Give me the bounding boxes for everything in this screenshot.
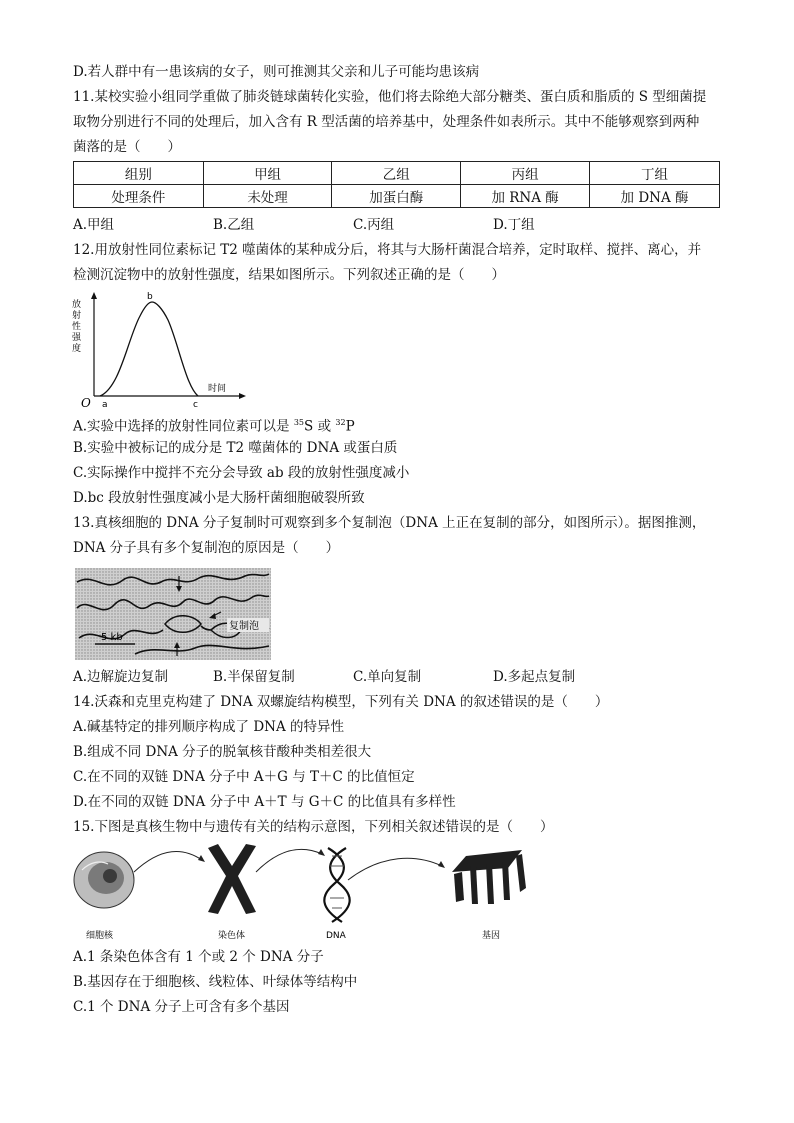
q15-option-c[interactable]: C.1 个 DNA 分子上可含有多个基因 bbox=[73, 999, 290, 1015]
table-cell: 组别 bbox=[74, 162, 204, 185]
q11-option-d[interactable]: D.丁组 bbox=[493, 217, 535, 233]
q12-option-a-text: A.实验中选择的放射性同位素可以是 bbox=[73, 418, 294, 435]
q11-stem-line2: 取物分别进行不同的处理后，加入含有 R 型活菌的培养基中，处理条件如表所示。其中不能够观察到两种 bbox=[73, 114, 700, 130]
point-a-label: a bbox=[102, 400, 108, 410]
q13-stem-line1: 13.真核细胞的 DNA 分子复制时可观察到多个复制泡（DNA 上正在复制的部分，如图所示）。据图推测， bbox=[73, 515, 706, 531]
q12-option-d[interactable]: D.bc 段放射性强度减小是大肠杆菌细胞破裂所致 bbox=[73, 490, 365, 506]
q12-stem-line2: 检测沉淀物中的放射性强度，结果如图所示。下列叙述正确的是（ ） bbox=[73, 267, 505, 283]
micrograph-background bbox=[75, 568, 271, 660]
q12-stem-line1: 12.用放射性同位素标记 T2 噬菌体的某种成分后，将其与大肠杆菌混合培养，定时取样、搅拌、离心，并 bbox=[73, 242, 702, 258]
y-axis-label-1: 放 bbox=[72, 300, 82, 310]
nucleus-illustration bbox=[74, 852, 134, 908]
origin-label: O bbox=[81, 396, 91, 410]
q12-option-a-end: P bbox=[345, 418, 355, 435]
q13-option-d[interactable]: D.多起点复制 bbox=[493, 669, 576, 685]
y-axis-label-3: 性 bbox=[72, 322, 82, 332]
y-axis-arrow bbox=[91, 292, 97, 299]
q11-option-a[interactable]: A.甲组 bbox=[73, 217, 115, 233]
table-cell: 丙组 bbox=[461, 162, 590, 185]
q13-stem-line2: DNA 分子具有多个复制泡的原因是（ ） bbox=[73, 540, 340, 556]
q14-option-d[interactable]: D.在不同的双链 DNA 分子中 A＋T 与 G＋C 的比值具有多样性 bbox=[73, 794, 456, 810]
q12-option-b[interactable]: B.实验中被标记的成分是 T2 噬菌体的 DNA 或蛋白质 bbox=[73, 440, 398, 456]
table-cell: 加蛋白酶 bbox=[332, 185, 461, 208]
dna-helix-illustration bbox=[324, 848, 349, 922]
arrow-head bbox=[198, 855, 205, 862]
table-cell: 加 RNA 酶 bbox=[461, 185, 590, 208]
arrow-chromosome-to-dna bbox=[256, 849, 322, 872]
q12-option-c[interactable]: C.实际操作中搅拌不充分会导致 ab 段的放射性强度减小 bbox=[73, 465, 410, 481]
x-axis-label: 时间 bbox=[208, 384, 227, 394]
table-row bbox=[74, 162, 720, 185]
x-axis-arrow bbox=[239, 393, 246, 399]
arrow-dna-to-gene bbox=[348, 858, 442, 880]
label-gene: 基因 bbox=[482, 931, 501, 941]
q12-option-a[interactable] bbox=[73, 414, 355, 436]
q11-options bbox=[73, 216, 733, 234]
q11-option-b[interactable]: B.乙组 bbox=[213, 217, 255, 233]
table-cell: 丁组 bbox=[590, 162, 720, 185]
q11-option-c[interactable]: C.丙组 bbox=[353, 217, 395, 233]
label-dna: DNA bbox=[326, 931, 346, 941]
isotope-mass-32: 32 bbox=[335, 418, 346, 427]
q14-option-b[interactable]: B.组成不同 DNA 分子的脱氧核苷酸种类相差很大 bbox=[73, 744, 372, 760]
q15-genetic-structures-diagram bbox=[72, 842, 534, 942]
q15-option-b[interactable]: B.基因存在于细胞核、线粒体、叶绿体等结构中 bbox=[73, 974, 358, 990]
q10-option-d: D.若人群中有一患该病的女子，则可推测其父亲和儿子可能均患该病 bbox=[73, 64, 480, 80]
point-b-label: b bbox=[147, 292, 153, 302]
label-nucleus: 细胞核 bbox=[86, 931, 114, 941]
gene-illustration bbox=[452, 850, 526, 904]
q14-stem: 14.沃森和克里克构建了 DNA 双螺旋结构模型，下列有关 DNA 的叙述错误的是（ ） bbox=[73, 694, 609, 710]
q13-option-c[interactable]: C.单向复制 bbox=[353, 669, 422, 685]
q15-stem: 15.下图是真核生物中与遗传有关的结构示意图，下列相关叙述错误的是（ ） bbox=[73, 819, 554, 835]
arrow-nucleus-to-chromosome bbox=[134, 851, 202, 872]
table-row bbox=[74, 185, 720, 208]
q13-options bbox=[73, 668, 733, 686]
y-axis-label-4: 强 bbox=[72, 333, 82, 343]
q11-stem-line3: 菌落的是（ ） bbox=[73, 139, 181, 155]
radioactivity-curve bbox=[100, 302, 198, 396]
arrow-head bbox=[318, 849, 325, 856]
q13-option-b[interactable]: B.半保留复制 bbox=[213, 669, 295, 685]
q13-replication-bubble-micrograph bbox=[75, 568, 271, 660]
q11-condition-table bbox=[73, 161, 720, 208]
q11-stem-line1: 11.某校实验小组同学重做了肺炎链球菌转化实验，他们将去除绝大部分糖类、蛋白质和脂质的 S 型细菌提 bbox=[73, 89, 707, 105]
table-cell: 加 DNA 酶 bbox=[590, 185, 720, 208]
y-axis-label-2: 射 bbox=[72, 311, 82, 321]
chromosome-illustration bbox=[208, 844, 256, 914]
q15-option-a[interactable]: A.1 条染色体含有 1 个或 2 个 DNA 分子 bbox=[73, 949, 324, 965]
q13-option-a[interactable]: A.边解旋边复制 bbox=[73, 669, 169, 685]
q14-option-c[interactable]: C.在不同的双链 DNA 分子中 A＋G 与 T＋C 的比值恒定 bbox=[73, 769, 415, 785]
y-axis-label-5: 度 bbox=[72, 344, 82, 354]
isotope-mass-35: 35 bbox=[293, 418, 305, 427]
arrow-head bbox=[438, 861, 445, 868]
table-cell: 甲组 bbox=[203, 162, 332, 185]
q12-option-a-mid: S 或 bbox=[304, 418, 336, 435]
q12-radioactivity-graph bbox=[70, 288, 250, 410]
replication-bubble-label: 复制泡 bbox=[229, 621, 259, 632]
label-chromosome: 染色体 bbox=[218, 931, 246, 941]
q14-option-a[interactable]: A.碱基特定的排列顺序构成了 DNA 的特异性 bbox=[73, 719, 345, 735]
table-cell: 未处理 bbox=[203, 185, 332, 208]
point-c-label: c bbox=[193, 400, 198, 410]
table-cell: 处理条件 bbox=[74, 185, 204, 208]
scale-bar-label: 5 kb bbox=[101, 632, 123, 643]
table-cell: 乙组 bbox=[332, 162, 461, 185]
